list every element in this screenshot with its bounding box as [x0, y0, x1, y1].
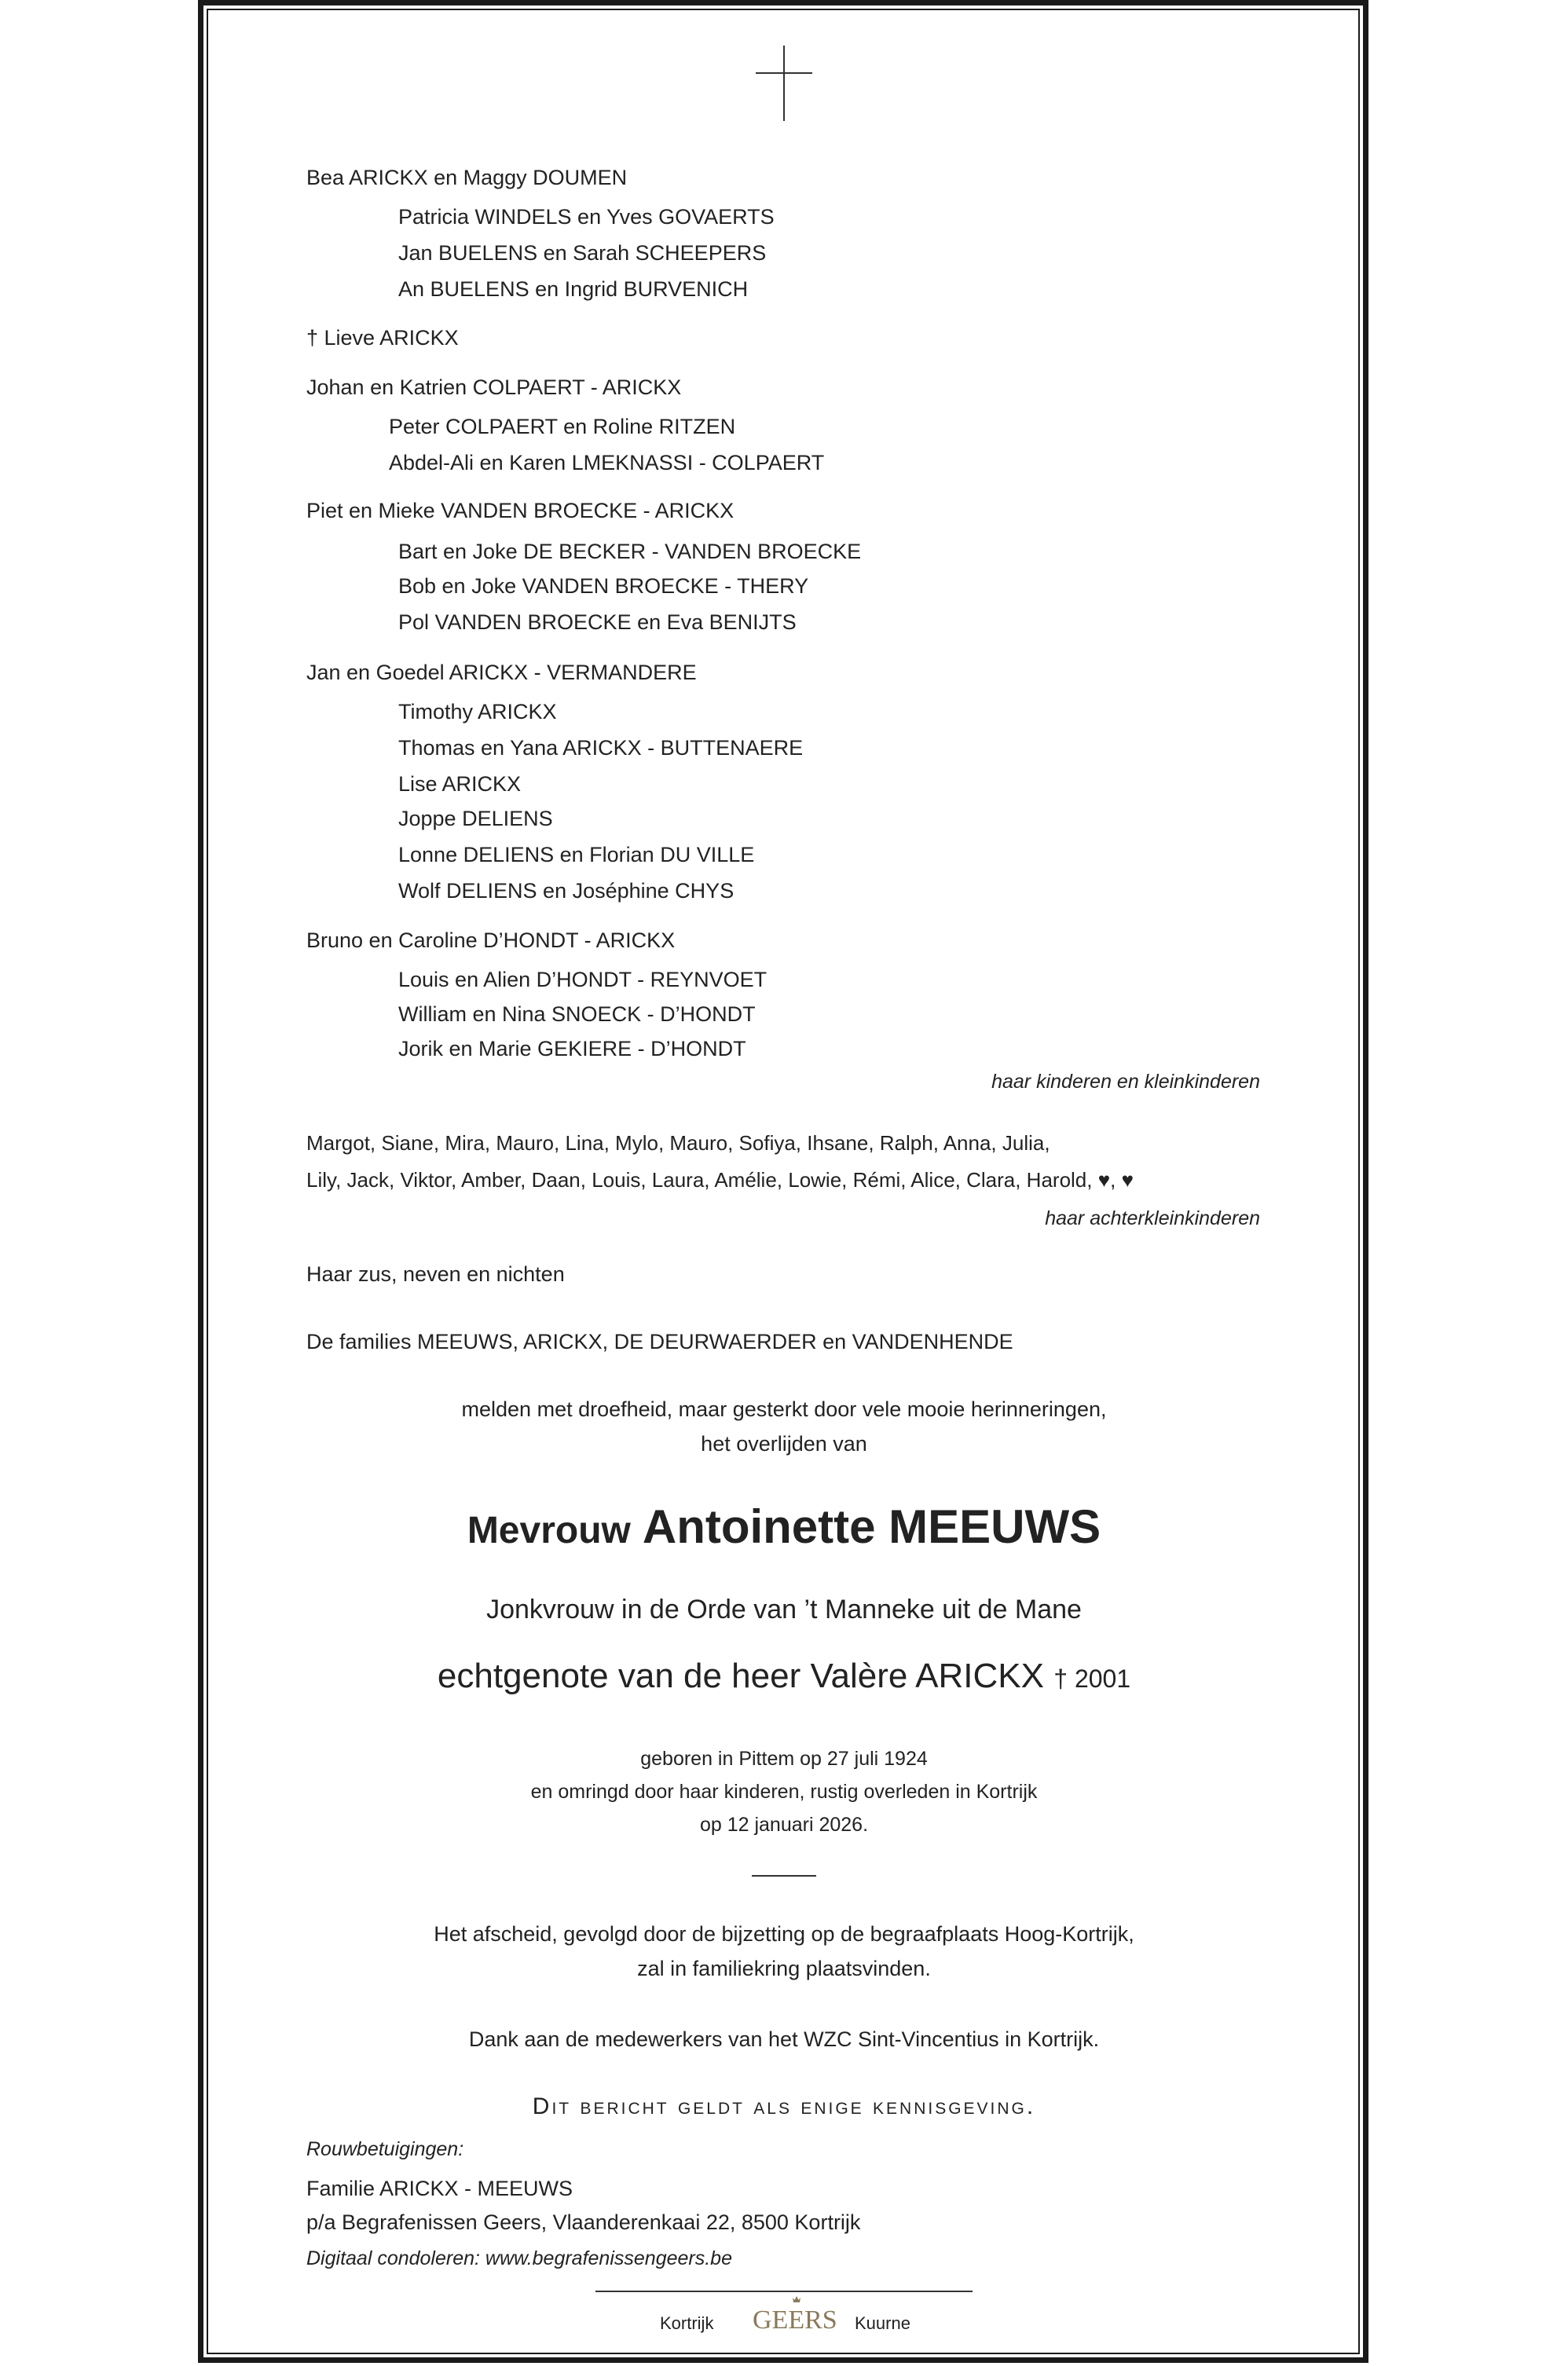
announce-line: het overlijden van	[701, 1432, 867, 1456]
family-line: Abdel-Ali en Karen LMEKNASSI - COLPAERT	[389, 451, 825, 474]
family-line: Lonne DELIENS en Florian DU VILLE	[398, 843, 755, 866]
great-grandchildren-line: Margot, Siane, Mira, Mauro, Lina, Mylo, Mauro, Sofiya, Ihsane, Ralph, Anna, Julia,	[306, 1131, 1050, 1155]
condolences-name: Familie ARICKX - MEEUWS	[306, 2177, 573, 2200]
family-line: Louis en Alien D’HONDT - REYNVOET	[398, 968, 768, 991]
families-line: De families MEEUWS, ARICKX, DE DEURWAERDER en VANDENHENDE	[306, 1330, 1013, 1353]
family-line: Bart en Joke DE BECKER - VANDEN BROECKE	[398, 540, 862, 563]
footer-divider	[595, 2291, 973, 2292]
name-title: Mevrouw	[467, 1510, 631, 1551]
dates-line: op 12 januari 2026.	[699, 1814, 869, 1836]
family-line: An BUELENS en Ingrid BURVENICH	[398, 277, 749, 301]
crown-icon	[792, 2295, 801, 2304]
farewell-line: zal in familiekring plaatsvinden.	[637, 1957, 931, 1980]
family-line: Lise ARICKX	[398, 772, 522, 796]
family-line: Jorik en Marie GEKIERE - D’HONDT	[398, 1037, 746, 1060]
spouse-line	[0, 1655, 1568, 1700]
cross-icon	[756, 46, 812, 121]
family-line: Jan en Goedel ARICKX - VERMANDERE	[306, 661, 697, 684]
footer-left: Kortrijk	[660, 2313, 714, 2333]
family-line: Pol VANDEN BROECKE en Eva BENIJTS	[398, 610, 797, 634]
family-line: Timothy ARICKX	[398, 700, 557, 723]
family-line: Joppe DELIENS	[398, 807, 553, 830]
great-grandchildren-line: Lily, Jack, Viktor, Amber, Daan, Louis, Laura, Amélie, Lowie, Rémi, Alice, Clara, Harold, ♥, ♥	[306, 1168, 1134, 1192]
honor-line: Jonkvrouw in de Orde van ’t Manneke uit de Mane	[486, 1595, 1082, 1624]
family-line: Wolf DELIENS en Joséphine CHYS	[398, 879, 735, 903]
family-line: Piet en Mieke VANDEN BROECKE - ARICKX	[306, 499, 735, 522]
dates-line: geboren in Pittem op 27 juli 1924	[640, 1748, 928, 1770]
divider	[752, 1875, 816, 1877]
digital-condolences-link[interactable]: Digitaal condoleren: www.begrafenissengeers.be	[306, 2247, 732, 2269]
family-line: Bea ARICKX en Maggy DOUMEN	[306, 166, 628, 189]
footer-right: Kuurne	[855, 2313, 910, 2333]
family-line: Bruno en Caroline D’HONDT - ARICKX	[306, 928, 676, 952]
family-line: Patricia WINDELS en Yves GOVAERTS	[398, 205, 775, 229]
family-line: Peter COLPAERT en Roline RITZEN	[389, 415, 736, 438]
farewell-line: Het afscheid, gevolgd door de bijzetting op de begraafplaats Hoog-Kortrijk,	[434, 1922, 1134, 1946]
dates-line: en omringd door haar kinderen, rustig overleden in Kortrijk	[530, 1781, 1038, 1803]
siblings-line: Haar zus, neven en nichten	[306, 1262, 565, 1286]
family-line: † Lieve ARICKX	[306, 326, 459, 350]
spouse-death: † 2001	[1053, 1665, 1131, 1693]
name: Antoinette MEEUWS	[642, 1500, 1101, 1553]
geers-logo: GEERS	[753, 2306, 837, 2335]
family-line: Bob en Joke VANDEN BROECKE - THERY	[398, 574, 809, 598]
family-line: William en Nina SNOECK - D’HONDT	[398, 1002, 756, 1026]
children-label: haar kinderen en kleinkinderen	[991, 1071, 1260, 1093]
announce-line: melden met droefheid, maar gesterkt door vele mooie herinneringen,	[461, 1397, 1107, 1421]
deceased-name	[0, 1500, 1568, 1562]
family-line: Jan BUELENS en Sarah SCHEEPERS	[398, 241, 767, 265]
great-grandchildren-label: haar achterkleinkinderen	[1045, 1207, 1260, 1229]
condolences-label: Rouwbetuigingen:	[306, 2138, 464, 2160]
thanks-line: Dank aan de medewerkers van het WZC Sint-Vincentius in Kortrijk.	[468, 2027, 1100, 2051]
condolences-address: p/a Begrafenissen Geers, Vlaanderenkaai 22, 8500 Kortrijk	[306, 2210, 861, 2234]
family-line: Thomas en Yana ARICKX - BUTTENAERE	[398, 736, 804, 760]
family-line: Johan en Katrien COLPAERT - ARICKX	[306, 375, 682, 399]
spouse-text: echtgenote van de heer Valère ARICKX	[437, 1657, 1045, 1695]
notice-line: Dit bericht geldt als enige kennisgeving.	[532, 2093, 1036, 2119]
